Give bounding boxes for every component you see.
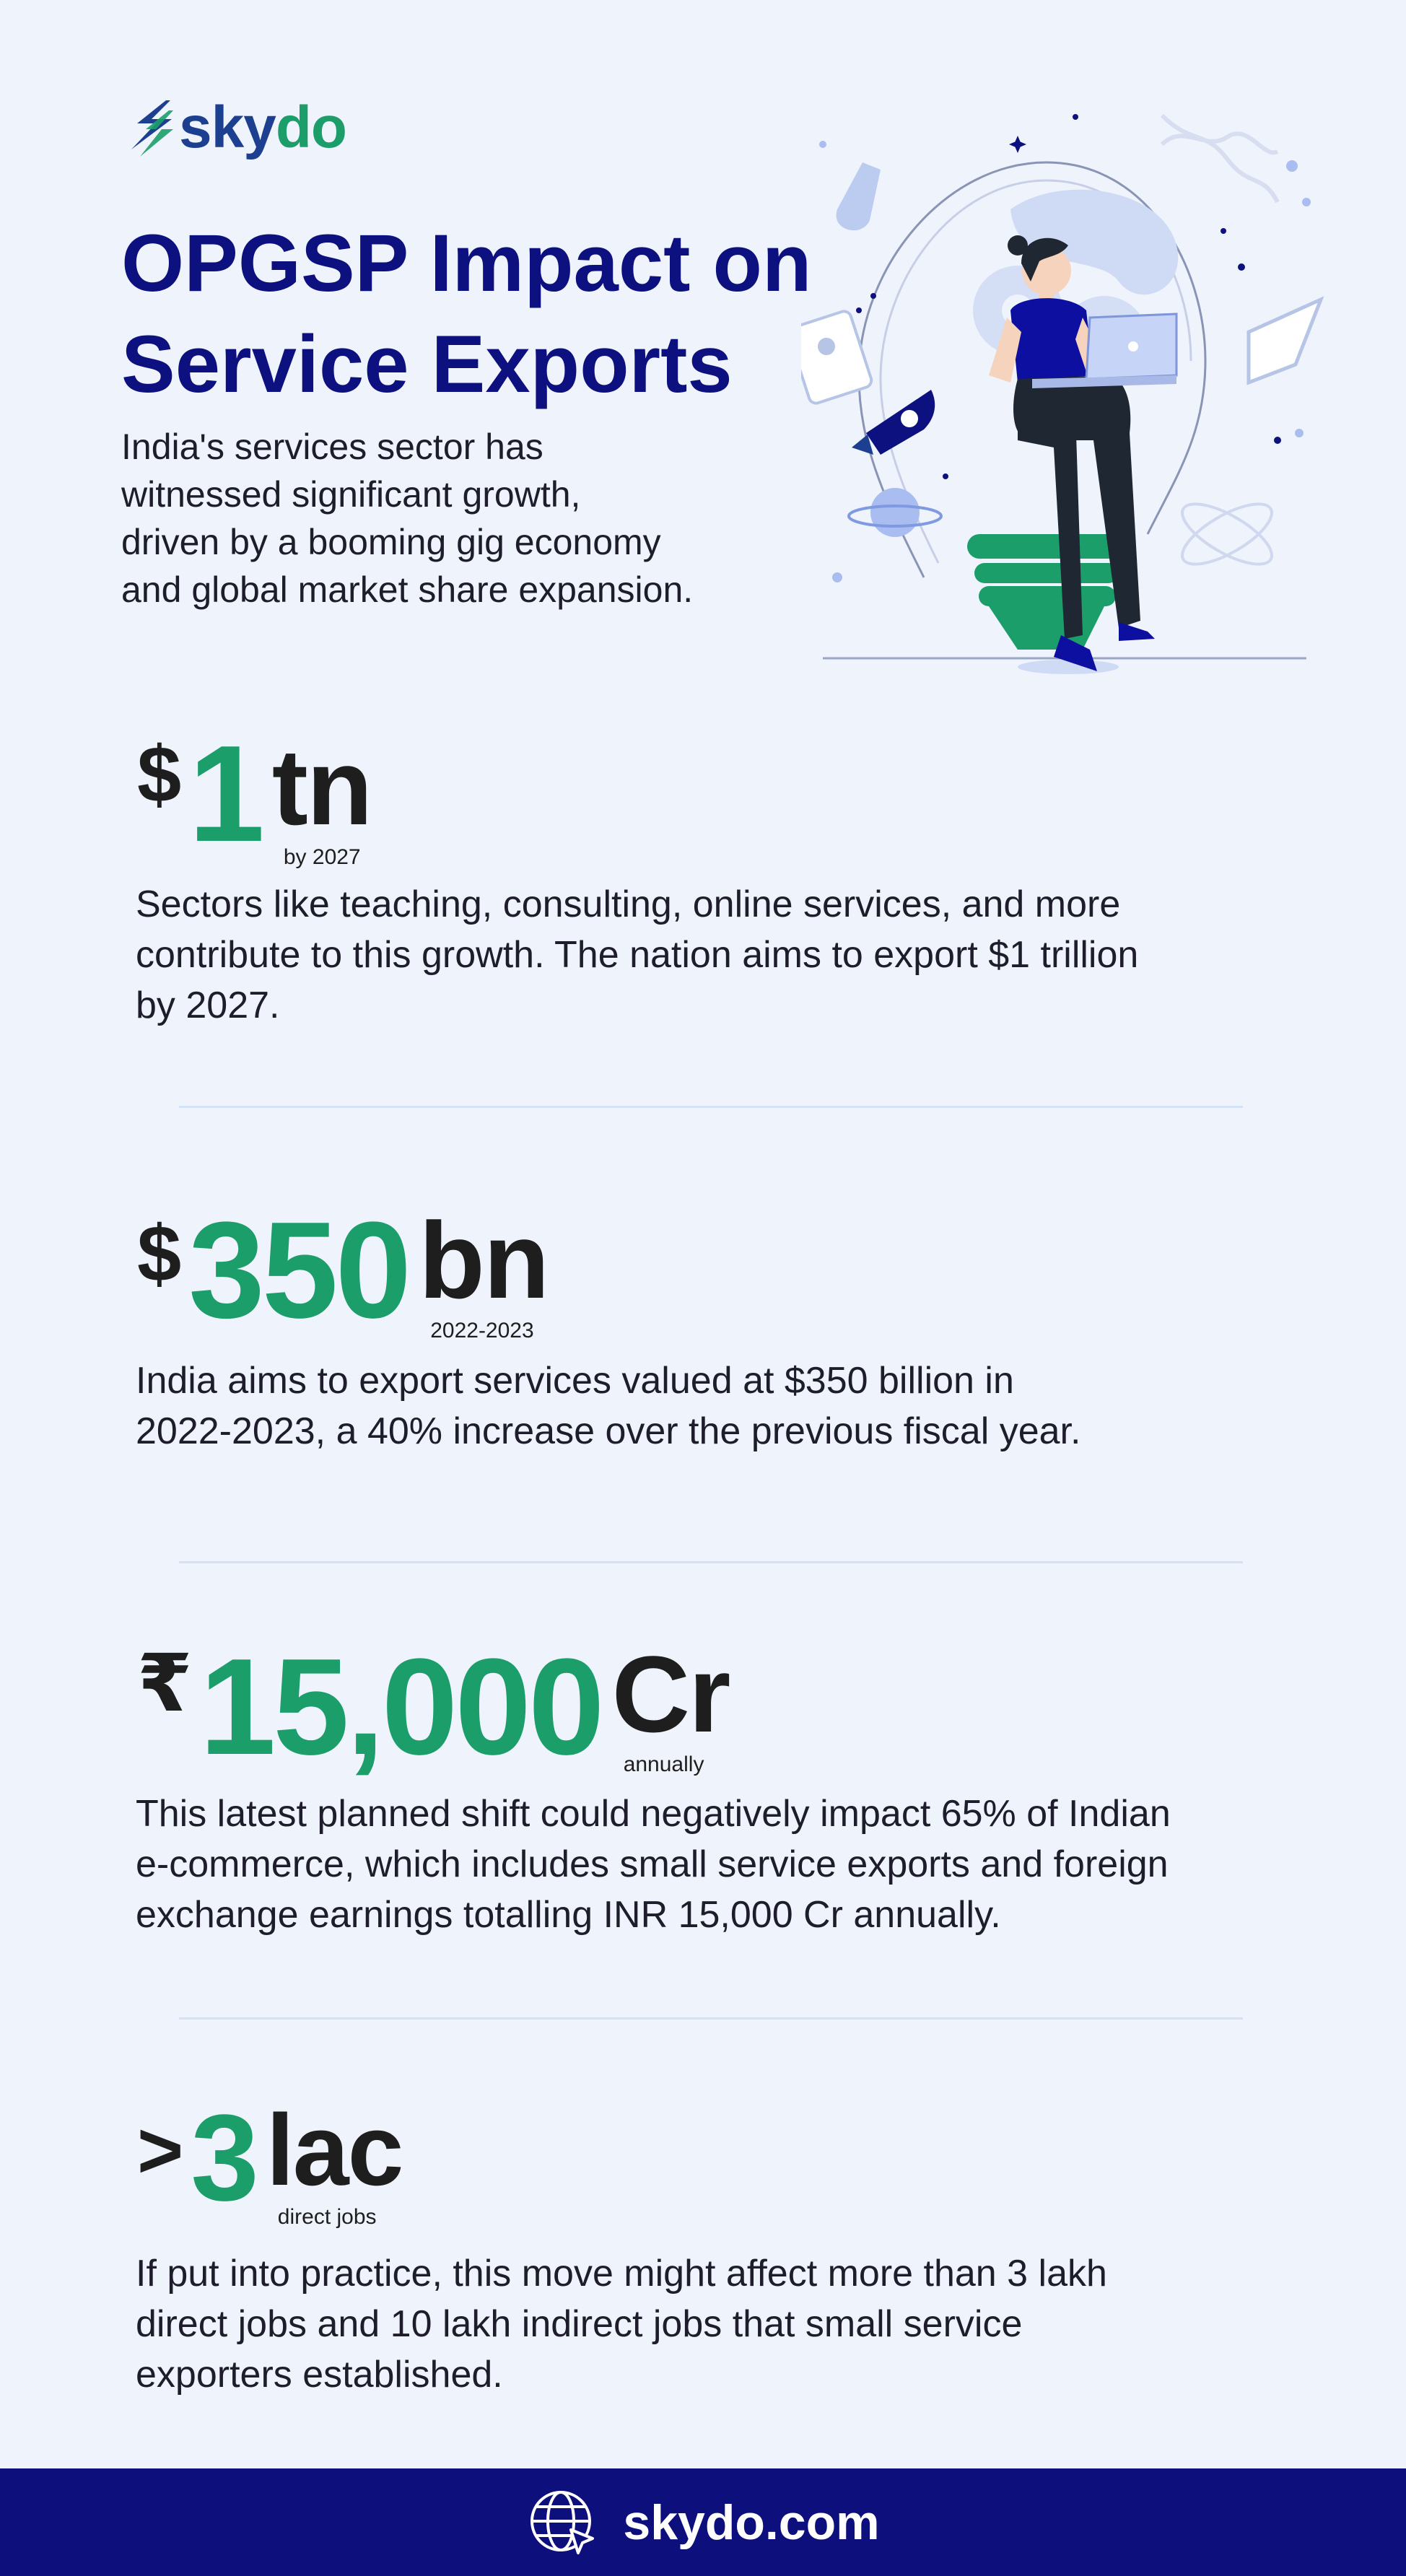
stat-unit: bn bbox=[419, 1200, 549, 1321]
globe-cursor-icon bbox=[526, 2487, 598, 2559]
stat-number: 1 bbox=[188, 717, 262, 870]
stat-number: 15,000 bbox=[199, 1630, 602, 1783]
stat-number: 3 bbox=[191, 2090, 256, 2227]
footer-bar bbox=[0, 2468, 1406, 2576]
desc-line: e-commerce, which includes small service exports and foreign bbox=[136, 1843, 1169, 1885]
desc-line: exporters established. bbox=[136, 2354, 503, 2396]
stat-sub: annually bbox=[623, 1752, 704, 1776]
page-title-line1: OPGSP Impact on bbox=[121, 218, 812, 308]
section-divider bbox=[179, 1561, 1243, 1563]
stat-description-1 bbox=[136, 879, 1305, 1031]
section-divider bbox=[179, 2017, 1243, 2020]
stat-block-4 bbox=[137, 2090, 403, 2230]
stat-description-4 bbox=[136, 2248, 1305, 2400]
section-divider bbox=[179, 1106, 1243, 1108]
desc-line: direct jobs and 10 lakh indirect jobs that small service bbox=[136, 2303, 1023, 2345]
stat-description-2 bbox=[136, 1355, 1305, 1457]
brand-name-part2: do bbox=[275, 95, 347, 160]
desc-line: This latest planned shift could negatively impact 65% of Indian bbox=[136, 1793, 1171, 1835]
intro-line: India's services sector has bbox=[121, 427, 543, 467]
intro-line: witnessed significant growth, bbox=[121, 474, 581, 515]
intro-paragraph bbox=[121, 423, 756, 614]
intro-line: and global market share expansion. bbox=[121, 569, 694, 610]
brand-name-part1: sky bbox=[179, 95, 276, 160]
desc-line: exchange earnings totalling INR 15,000 Cr annually. bbox=[136, 1894, 1001, 1936]
stat-sub: by 2027 bbox=[283, 845, 361, 869]
stat-prefix: $ bbox=[137, 1210, 182, 1298]
hero-illustration bbox=[801, 101, 1350, 693]
brand-name bbox=[179, 94, 346, 162]
stat-unit: lac bbox=[266, 2093, 403, 2206]
stat-block-3 bbox=[137, 1630, 730, 1783]
intro-line: driven by a booming gig economy bbox=[121, 522, 661, 562]
stat-number: 350 bbox=[188, 1194, 409, 1347]
desc-line: contribute to this growth. The nation aims to export $1 trillion bbox=[136, 934, 1139, 976]
stat-prefix: > bbox=[137, 2106, 184, 2195]
desc-line: Sectors like teaching, consulting, online services, and more bbox=[136, 883, 1121, 925]
stat-block-2 bbox=[137, 1194, 549, 1347]
brand-logo[interactable] bbox=[130, 94, 346, 162]
stat-prefix: ₹ bbox=[137, 1639, 193, 1728]
stat-sub: 2022-2023 bbox=[430, 1319, 534, 1342]
page-title-line2: Service Exports bbox=[121, 319, 733, 409]
stat-description-3 bbox=[136, 1789, 1305, 1940]
stat-unit: Cr bbox=[611, 1633, 730, 1755]
desc-line: If put into practice, this move might affect more than 3 lakh bbox=[136, 2253, 1107, 2295]
stat-unit: tn bbox=[271, 726, 372, 847]
website-link[interactable]: skydo.com bbox=[623, 2494, 880, 2550]
stat-prefix: $ bbox=[137, 730, 182, 819]
stat-block-1 bbox=[137, 717, 372, 870]
stat-sub: direct jobs bbox=[277, 2205, 377, 2229]
desc-line: 2022-2023, a 40% increase over the previous fiscal year. bbox=[136, 1410, 1081, 1452]
page-title bbox=[121, 213, 829, 415]
desc-line: by 2027. bbox=[136, 984, 280, 1026]
skydo-logo-icon bbox=[130, 97, 175, 158]
desc-line: India aims to export services valued at $350 billion in bbox=[136, 1360, 1014, 1402]
